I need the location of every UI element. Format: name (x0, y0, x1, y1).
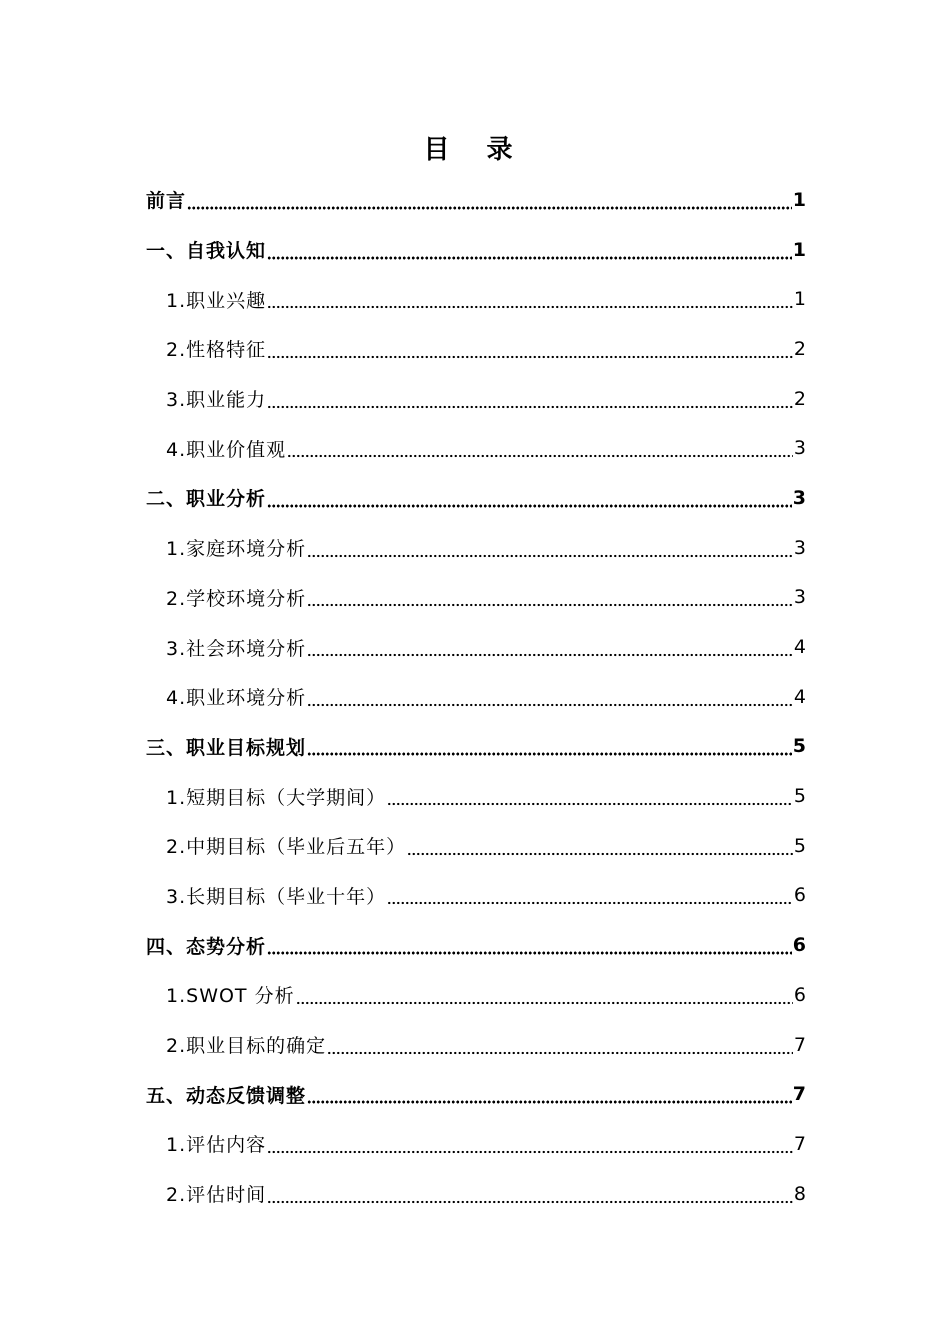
toc-entry-label: 2.评估时间 (166, 1184, 267, 1207)
toc-section-entry[interactable] (146, 920, 806, 970)
toc-page-number: 5 (793, 785, 806, 808)
toc-dot-leader (407, 842, 793, 856)
toc-dot-leader (267, 1190, 793, 1204)
toc-subsection-entry[interactable] (146, 1020, 806, 1070)
toc-subsection-entry[interactable] (146, 573, 806, 623)
toc-page-number: 3 (792, 486, 806, 509)
toc-section-entry[interactable] (146, 722, 806, 772)
toc-dot-leader (267, 295, 793, 309)
toc-subsection-entry[interactable] (146, 1119, 806, 1169)
toc-entry-label: 1.家庭环境分析 (166, 538, 307, 561)
page-title: 目 录 (423, 135, 527, 165)
toc-subsection-entry[interactable] (146, 970, 806, 1020)
toc-section-entry[interactable] (146, 225, 806, 275)
toc-subsection-entry[interactable] (146, 672, 806, 722)
toc-dot-leader (307, 693, 793, 707)
toc-entry-label: 1.SWOT 分析 (166, 985, 295, 1008)
toc-subsection-entry[interactable] (146, 523, 806, 573)
toc-dot-leader (267, 941, 792, 955)
toc-page-number: 2 (793, 337, 806, 360)
toc-dot-leader (187, 196, 792, 210)
toc-entry-label: 2.中期目标（毕业后五年） (166, 836, 407, 859)
toc-entry-label: 1.短期目标（大学期间） (166, 786, 387, 809)
toc-page-number: 2 (793, 387, 806, 410)
toc-entry-label: 4.职业环境分析 (166, 687, 307, 710)
toc-page-number: 8 (793, 1182, 806, 1205)
toc-section-entry[interactable] (146, 1069, 806, 1119)
toc-dot-leader (307, 544, 793, 558)
toc-dot-leader (267, 395, 793, 409)
toc-subsection-entry[interactable] (146, 274, 806, 324)
toc-section-entry[interactable] (146, 175, 806, 225)
toc-entry-label: 前言 (146, 190, 187, 213)
toc-page-number: 5 (793, 834, 806, 857)
toc-page-number: 4 (793, 636, 806, 659)
toc-entry-label: 3.社会环境分析 (166, 637, 307, 660)
toc-page-number: 3 (793, 536, 806, 559)
toc-dot-leader (307, 593, 793, 607)
toc-entry-label: 3.长期目标（毕业十年） (166, 885, 387, 908)
toc-entry-label: 2.职业目标的确定 (166, 1035, 327, 1058)
toc-entry-label: 4.职业价值观 (166, 438, 287, 461)
toc-dot-leader (327, 1041, 793, 1055)
toc-dot-leader (387, 891, 793, 905)
toc-dot-leader (267, 246, 792, 260)
toc-dot-leader (307, 643, 793, 657)
toc-entry-label: 2.学校环境分析 (166, 587, 307, 610)
toc-page-number: 1 (792, 188, 806, 211)
toc-page-number: 3 (793, 586, 806, 609)
toc-subsection-entry[interactable] (146, 821, 806, 871)
toc-page-number: 6 (792, 934, 806, 957)
toc-page-number: 7 (792, 1083, 806, 1106)
toc-dot-leader (267, 1140, 793, 1154)
toc-entry-label: 2.性格特征 (166, 339, 267, 362)
table-of-contents (146, 175, 806, 1218)
toc-subsection-entry[interactable] (146, 374, 806, 424)
toc-entry-label: 3.职业能力 (166, 389, 267, 412)
toc-entry-label: 五、动态反馈调整 (146, 1084, 307, 1107)
toc-section-entry[interactable] (146, 473, 806, 523)
toc-dot-leader (267, 494, 792, 508)
toc-entry-label: 二、职业分析 (146, 488, 267, 511)
toc-page-number: 1 (793, 288, 806, 311)
toc-page-number: 6 (793, 884, 806, 907)
toc-subsection-entry[interactable] (146, 1169, 806, 1219)
toc-dot-leader (307, 1090, 792, 1104)
toc-subsection-entry[interactable] (146, 871, 806, 921)
toc-page-number: 7 (793, 1033, 806, 1056)
toc-page-number: 7 (793, 1132, 806, 1155)
toc-dot-leader (296, 991, 793, 1005)
toc-subsection-entry[interactable] (146, 622, 806, 672)
toc-dot-leader (387, 792, 793, 806)
toc-dot-leader (267, 345, 793, 359)
toc-dot-leader (287, 444, 793, 458)
toc-page-number: 6 (793, 983, 806, 1006)
toc-entry-label: 1.评估内容 (166, 1134, 267, 1157)
toc-subsection-entry[interactable] (146, 324, 806, 374)
toc-entry-label: 四、态势分析 (146, 935, 267, 958)
toc-subsection-entry[interactable] (146, 771, 806, 821)
toc-entry-label: 一、自我认知 (146, 240, 267, 263)
toc-subsection-entry[interactable] (146, 423, 806, 473)
toc-page-number: 4 (793, 685, 806, 708)
toc-page-number: 5 (792, 735, 806, 758)
toc-entry-label: 1.职业兴趣 (166, 289, 267, 312)
toc-dot-leader (307, 742, 792, 756)
toc-page-number: 1 (792, 238, 806, 261)
toc-page-number: 3 (793, 437, 806, 460)
toc-entry-label: 三、职业目标规划 (146, 736, 307, 759)
